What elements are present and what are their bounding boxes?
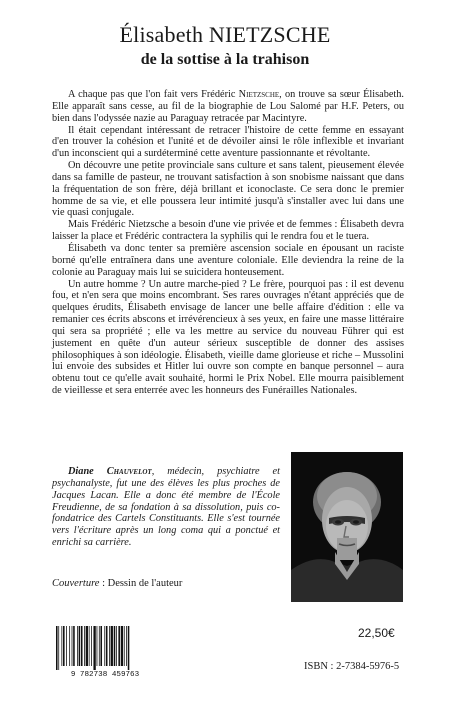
barcode-bar — [63, 626, 65, 666]
barcode-bar — [72, 626, 73, 666]
price: 22,50€ — [358, 626, 395, 640]
barcode-number: 9 782738 459763 — [70, 671, 140, 678]
barcode-bar — [58, 626, 59, 670]
author-first-name: Diane — [68, 466, 107, 477]
author-bio-text: , médecin, psychiatre et psychanalyste, fut une des élèves les plus proches de Jacques Lacan. Elle a donc été membre de l'École Freudienne, de sa fondation à sa dissolution, puis co-fondatrice des Cartels Constituants. Elle s'est tournée vers l'écriture après un long coma qui a ponctué et enrichi sa carrière. — [52, 466, 280, 549]
cover-credit — [52, 578, 182, 590]
barcode-bar — [73, 626, 75, 666]
barcode-bar — [111, 626, 113, 666]
barcode-bar — [118, 626, 120, 666]
author-last-name: Chauvelot — [106, 466, 152, 477]
barcode-bar — [81, 626, 83, 666]
author-photo — [291, 452, 403, 602]
barcode-bar — [126, 626, 127, 666]
summary-paragraph: Mais Frédéric Nietzsche a besoin d'une vie privée et de femmes : Élisabeth devra laisser la place et Frédéric contractera la syphilis qui le rendra fou et le tuera. — [52, 219, 404, 243]
barcode-bar — [56, 626, 58, 670]
summary-paragraph: On découvre une petite provinciale sans culture et sans talent, pieusement élevée dans sa famille de pasteur, ne trouvant satisfaction à son snobisme naissant que dans la fréquentation de son frère, déjà brillant et iconoclaste. Ce sera donc le premier homme de sa vie, et elle poussera leur intimité jusqu'à s'installer avec lui dans une vie quasi conjugale. — [52, 160, 404, 219]
barcode-bar — [106, 626, 108, 666]
author-portrait-image — [291, 452, 403, 602]
barcode-bar — [93, 626, 95, 670]
summary-paragraph-text: A chaque pas que l'on fait vers Frédéric — [68, 89, 239, 100]
barcode-bar — [99, 626, 100, 666]
barcode-bar — [79, 626, 81, 666]
barcode-bar — [69, 626, 70, 666]
cover-credit-label: Couverture — [52, 578, 100, 589]
barcode-bar — [91, 626, 92, 666]
book-subtitle: de la sottise à la trahison — [140, 51, 310, 68]
author-name — [68, 466, 152, 477]
nietzsche-name: Nietzsche — [238, 89, 280, 100]
summary-paragraph: Il était cependant intéressant de retracer l'histoire de cette femme en essayant d'en trouver la cohésion et l'unité et de dévoiler ainsi le rôle inflexible et invariant d'un inconscient qui a surdéterminé cette aventure passionnante et révoltante. — [52, 124, 404, 160]
barcode-bar — [100, 626, 102, 666]
barcode — [50, 624, 160, 678]
back-cover-summary — [52, 89, 404, 397]
book-title: Élisabeth NIETZSCHE — [119, 22, 331, 47]
barcode-bar — [128, 626, 130, 670]
summary-paragraph: Un autre homme ? Un autre marche-pied ? Le frère, pourquoi pas : il est devenu fou, et n'en sera que moins encombrant. Ses rares ouvrages n'étant appréciés que de quelques érudits, Élisabeth envisage de lancer une belle affaire d'édition : elle va remanier ces écrits abscons et irrévérencieux à ses yeux, en faire une masse littéraire qui sera sa propriété ; elle va les mettre au service du nouveau Führer qui est justement en quête d'un auteur sérieux susceptible de donner des assises philosophiques à son idéologie. Élisabeth, vieille dame glorieuse et riche – Mussolini lui envoie des subsides et Hitler lui ouvre son compte en banque personnel – aura obtenu tout ce qu'elle avait souhaité, hormi le Prix Nobel. Elle mourra paisiblement de vieillesse et sera enterrée avec les honneurs des Funérailles Nationales. — [52, 278, 404, 397]
barcode-bar — [77, 626, 78, 666]
barcode-bar — [104, 626, 105, 666]
barcode-bar — [114, 626, 116, 666]
barcode-bar — [121, 626, 123, 666]
summary-paragraph-text: , on trouve sa sœur Élisabeth. Elle apparaît sans cesse, au fil de la biographie de Lou Salomé par H.F. Peters, ou bien dans l'odyssée nazie au Paraguay retracée par Macintyre. — [52, 89, 404, 124]
barcode-bar — [109, 626, 110, 666]
barcode-graphic — [50, 624, 160, 678]
barcode-bar — [124, 626, 125, 666]
barcode-bar — [97, 626, 98, 666]
barcode-bar — [84, 626, 85, 666]
author-bio — [52, 466, 280, 549]
cover-credit-value: : Dessin de l'auteur — [99, 578, 183, 589]
barcode-bar — [61, 626, 62, 666]
barcode-bar — [89, 626, 90, 666]
barcode-bar — [66, 626, 67, 666]
barcode-bar — [116, 626, 117, 666]
summary-paragraph — [52, 89, 404, 125]
summary-paragraph: Élisabeth va donc tenter sa première ascension sociale en épousant un raciste borné qu'elle entraînera dans une aventure coloniale. Elle deviendra la reine de la colonie au Paraguay mais lui se suicidera honteusement. — [52, 242, 404, 278]
isbn: ISBN : 2-7384-5976-5 — [304, 661, 400, 672]
barcode-bar — [86, 626, 88, 666]
